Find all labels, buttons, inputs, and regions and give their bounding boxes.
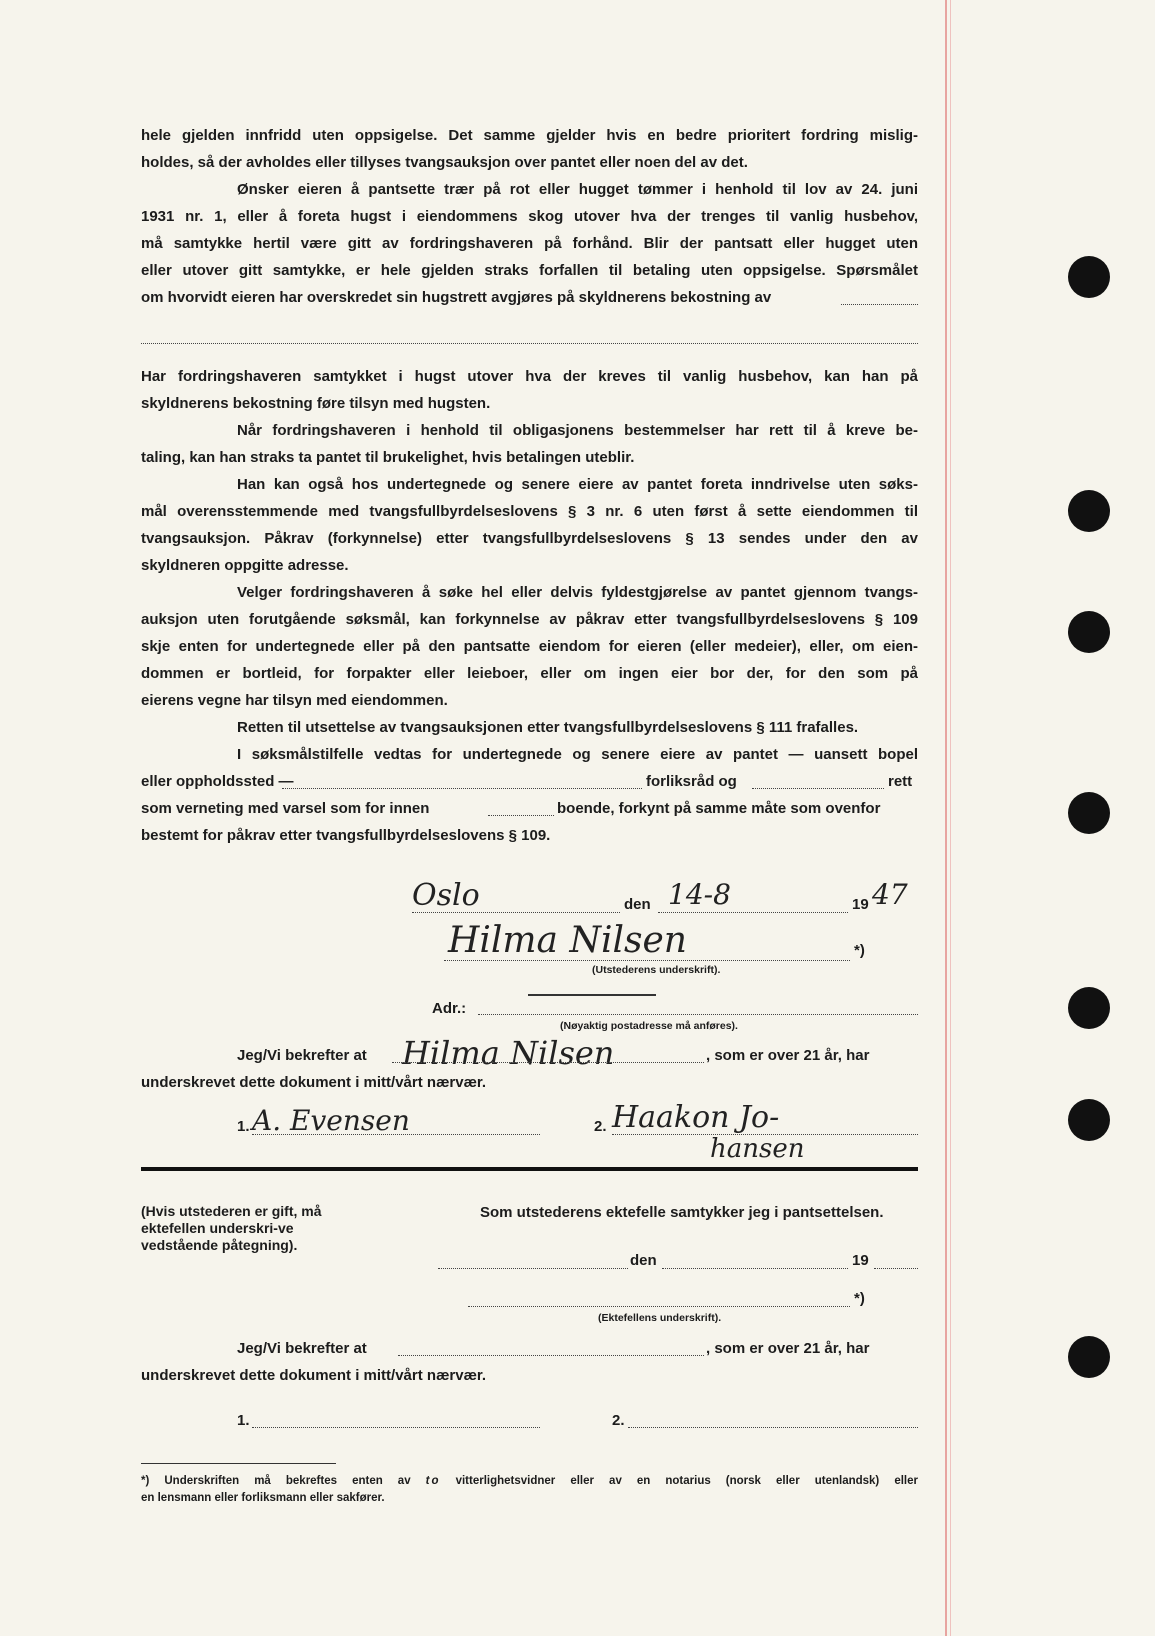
footnote (141, 1473, 918, 1507)
year-prefix: 19 (852, 1252, 869, 1269)
text-line: Velger fordringshaveren å søke hel eller delvis fyldestgjørelse av pantet gjennom tvangs- (237, 584, 918, 601)
text-line: I søksmålstilfelle vedtas for undertegnede og senere eiere av pantet — uansett bopel (237, 746, 918, 763)
spouse-consent: Som utstederens ektefelle samtykker jeg i pantsettelsen. (480, 1204, 884, 1221)
blank-line (874, 1268, 918, 1269)
blank-line (662, 1268, 848, 1269)
witness1-number: 1. (237, 1412, 250, 1429)
handwritten-witness2: Haakon Jo- (612, 1100, 780, 1135)
text-line: skyldnerens bekostning føre tilsyn med hugsten. (141, 395, 491, 412)
confirm-prefix: Jeg/Vi bekrefter at (237, 1340, 367, 1357)
text-line: om hvorvidt eieren har overskredet sin hugstrett avgjøres på skyldnerens bekostning av (141, 289, 772, 306)
blank-line (412, 912, 620, 913)
punch-hole (1068, 1336, 1110, 1378)
text-line: må samtykke hertil være gitt av fordringshaveren på forhånd. Blir der pantsatt eller hugget uten (141, 235, 918, 252)
blank-line (392, 1062, 704, 1063)
confirm-prefix: Jeg/Vi bekrefter at (237, 1047, 367, 1064)
text-line: skyldneren oppgitte adresse. (141, 557, 349, 574)
witness1-line (252, 1427, 540, 1428)
section-divider (141, 1167, 918, 1171)
handwritten-witness1: A. Evensen (252, 1104, 410, 1137)
text-fragment: boende, forkynt på samme måte som ovenfor (557, 800, 881, 817)
witness1-line (252, 1134, 540, 1135)
blank-line (488, 815, 554, 816)
witness2-number: 2. (594, 1118, 607, 1135)
handwritten-date: 14-8 (668, 878, 731, 911)
blank-line (841, 304, 918, 305)
handwritten-signature: Hilma Nilsen (448, 920, 687, 961)
witness2-line (612, 1134, 918, 1135)
footnote-line1 (141, 1473, 918, 1490)
text-line: Når fordringshaveren i henhold til obligasjonens bestemmelser har rett til å kreve be- (237, 422, 918, 439)
punch-hole (1068, 987, 1110, 1029)
punch-hole (1068, 611, 1110, 653)
text-line: holdes, så der avholdes eller tillyses tvangsauksjon over pantet eller noen del av det. (141, 154, 748, 171)
punch-hole (1068, 792, 1110, 834)
punch-hole (1068, 1099, 1110, 1141)
footnote-rule (141, 1463, 336, 1464)
punch-hole (1068, 256, 1110, 298)
text-line: 1931 nr. 1, eller å foreta hugst i eiendommens skog utover hva der trenges til vanlig husbehov, (141, 208, 918, 225)
footnote-marker: *) (854, 1290, 865, 1307)
spouse-signature-line (468, 1306, 850, 1307)
blank-line (438, 1268, 628, 1269)
text-line: eierens vegne har tilsyn med eiendommen. (141, 692, 448, 709)
text-line: auksjon uten forutgående søksmål, kan forkynnelse av påkrav etter tvangsfullbyrdelseslovens § 109 (141, 611, 918, 628)
text-line: Har fordringshaveren samtykket i hugst utover hva der kreves til vanlig husbehov, kan han på (141, 368, 918, 385)
confirm-line2: underskrevet dette dokument i mitt/vårt nærvær. (141, 1367, 487, 1384)
address-caption: (Nøyaktig postadresse må anføres). (560, 1020, 738, 1032)
blank-line (282, 788, 642, 789)
address-line (478, 1014, 918, 1015)
blank-line (398, 1355, 704, 1356)
text-line: dommen er bortleid, for forpakter eller leieboer, eller om ingen eier bor der, for den som på (141, 665, 918, 682)
witness2-line (628, 1427, 918, 1428)
date-label: den (624, 896, 651, 913)
confirm-suffix: , som er over 21 år, har (706, 1340, 870, 1357)
footnote-marker: *) (854, 942, 865, 959)
margin-line-secondary (950, 0, 951, 1636)
blank-line (141, 343, 918, 344)
footnote-suffix: vitterlighetsvidner eller av en notarius (norsk eller utenlandsk) eller (455, 1475, 918, 1487)
text-line: tvangsauksjon. Påkrav (forkynnelse) etter tvangsfullbyrdelseslovens § 13 sendes under den av (141, 530, 918, 547)
margin-line (945, 0, 947, 1636)
footnote-prefix: *) Underskriften må bekreftes enten av (141, 1475, 411, 1487)
text-fragment: som verneting med varsel som for innen (141, 800, 430, 817)
text-line: Retten til utsettelse av tvangsauksjonen etter tvangsfullbyrdelseslovens § 111 frafalles. (237, 719, 859, 736)
text-line: hele gjelden innfridd uten oppsigelse. Det samme gjelder hvis en bedre prioritert fordring mislig- (141, 127, 918, 144)
text-line: skje enten for undertegnede eller på den pantsatte eiendom for eieren (eller medeier), eller, om eien- (141, 638, 918, 655)
text-line: mål overensstemmende med tvangsfullbyrdelseslovens § 3 nr. 6 uten først å sette eiendommen til (141, 503, 918, 520)
handwritten-dash (528, 994, 656, 996)
confirm-suffix: , som er over 21 år, har (706, 1047, 870, 1064)
footnote-line2: en lensmann eller forliksmann eller sakfører. (141, 1492, 385, 1504)
witness2-number: 2. (612, 1412, 625, 1429)
text-line: eller utover gitt samtykke, er hele gjelden straks forfallen til betaling uten oppsigelse. Spørsmålet (141, 262, 918, 279)
text-line: Ønsker eieren å pantsette trær på rot eller hugget tømmer i henhold til lov av 24. juni (237, 181, 918, 198)
text-fragment: bestemt for påkrav etter tvangsfullbyrdelseslovens § 109. (141, 827, 551, 844)
text-fragment: forliksråd og (646, 773, 737, 790)
footnote-emphasis: to (425, 1475, 441, 1487)
text-fragment: eller oppholdssted — (141, 773, 294, 790)
year-prefix: 19 (852, 896, 869, 913)
handwritten-confirm-name: Hilma Nilsen (402, 1034, 615, 1072)
text-line: taling, kan han straks ta pantet til brukelighet, hvis betalingen uteblir. (141, 449, 635, 466)
spouse-signature-caption: (Ektefellens underskrift). (598, 1312, 722, 1324)
handwritten-place: Oslo (412, 878, 480, 913)
witness1-number: 1. (237, 1118, 250, 1135)
date-label: den (630, 1252, 657, 1269)
punch-hole (1068, 490, 1110, 532)
signature-line (444, 960, 850, 961)
confirm-line2: underskrevet dette dokument i mitt/vårt nærvær. (141, 1074, 487, 1091)
handwritten-year: 47 (872, 878, 908, 911)
address-label: Adr.: (432, 1000, 467, 1017)
signature-caption: (Utstederens underskrift). (592, 964, 721, 976)
text-fragment: rett (888, 773, 913, 790)
blank-line (752, 788, 884, 789)
handwritten-witness2-cont: hansen (710, 1134, 805, 1164)
text-line: Han kan også hos undertegnede og senere eiere av pantet foreta inndrivelse uten søks- (237, 476, 918, 493)
blank-line (658, 912, 848, 913)
spouse-instruction: (Hvis utstederen er gift, må ektefellen underskri-ve vedstående påtegning). (141, 1203, 322, 1253)
